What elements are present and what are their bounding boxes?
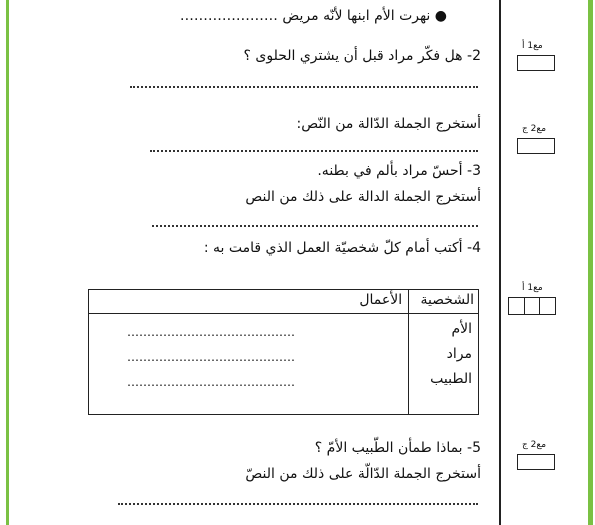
score-box-triple[interactable] — [508, 297, 556, 315]
header-actions: الأعمال — [89, 290, 409, 314]
characters-table — [88, 289, 479, 415]
question-4: 4- أكتب أمام كلّ شخصيّة العمل الذي قامت به : — [203, 240, 481, 256]
question-5: 5- بماذا طمأن الطّبيب الأمّ ؟ — [314, 440, 481, 456]
bullet-icon: ● — [434, 8, 447, 24]
criterion-label: مع1 أ — [522, 283, 543, 293]
question-2: 2- هل فكّر مراد قبل أن يشتري الحلوى ؟ — [243, 48, 481, 64]
question-3: 3- أحسّ مراد بألم في بطنه. — [317, 163, 481, 179]
page-border-left — [0, 0, 9, 525]
question-2-instruction: أستخرج الجملة الدّالة من النّص: — [296, 116, 481, 132]
bullet-text: نهرت الأم ابنها لأنّه مريض — [282, 8, 431, 24]
table-row-dots[interactable]: …………………………………… — [127, 375, 295, 389]
answer-line-q5[interactable] — [118, 503, 478, 505]
answer-line-q2[interactable] — [130, 86, 478, 88]
question-3-instruction: أستخرج الجملة الدالة على ذلك من النص — [245, 189, 481, 205]
criterion-label: مع2 ج — [522, 440, 547, 450]
score-box[interactable] — [517, 138, 555, 154]
criterion-label: مع1 أ — [522, 41, 543, 51]
character-column — [409, 314, 479, 415]
table-row-character: الطبيب — [430, 371, 472, 387]
actions-column[interactable] — [89, 314, 409, 415]
score-box[interactable] — [517, 55, 555, 71]
table-row-character: مراد — [446, 346, 472, 362]
table-row-dots[interactable]: …………………………………… — [127, 350, 295, 364]
bullet-answer-dots: ………………… — [179, 8, 278, 24]
answer-line-q3[interactable] — [152, 225, 478, 227]
answer-line-q2-quote[interactable] — [150, 150, 478, 152]
criterion-label: مع2 ج — [522, 124, 547, 134]
margin-line — [499, 0, 501, 525]
score-box[interactable] — [517, 454, 555, 470]
table-row-character: الأم — [451, 321, 472, 337]
question-5-instruction: أستخرج الجملة الدّالّة على ذلك من النصّ — [245, 466, 481, 482]
header-character: الشخصية — [409, 290, 479, 314]
table-row-dots[interactable]: …………………………………… — [127, 325, 295, 339]
bullet-item — [157, 8, 447, 24]
page-border-right — [588, 0, 593, 525]
